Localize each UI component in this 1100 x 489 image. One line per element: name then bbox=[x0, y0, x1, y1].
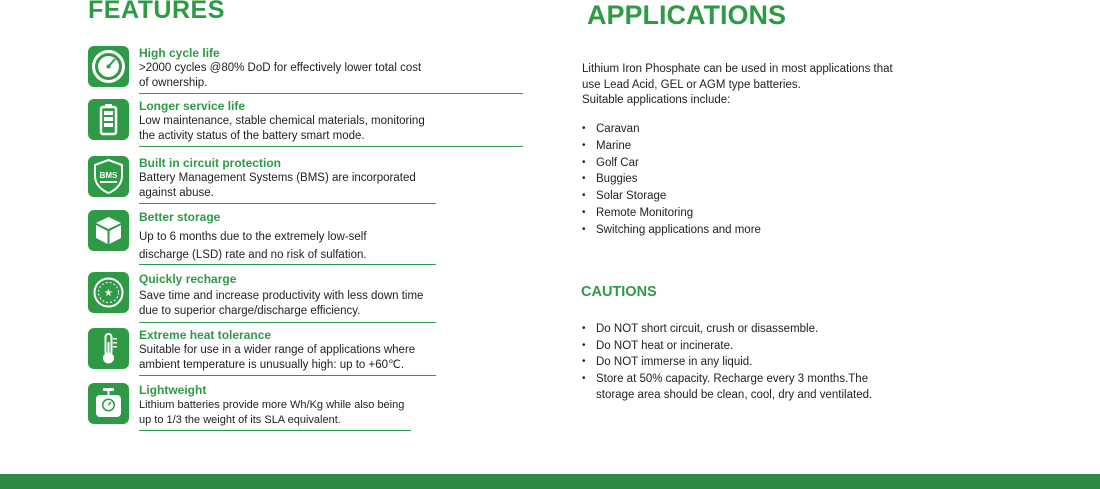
feature-title: High cycle life bbox=[139, 46, 220, 60]
feature-lightweight bbox=[88, 383, 448, 433]
feature-longer-service-life bbox=[88, 99, 448, 149]
list-item: • Do NOT heat or incinerate. bbox=[582, 338, 872, 355]
feature-title: Quickly recharge bbox=[139, 272, 237, 286]
feature-description: >2000 cycles @80% DoD for effectively lower total cost of ownership. bbox=[139, 62, 422, 89]
feature-divider bbox=[139, 375, 436, 376]
thermometer-icon bbox=[88, 328, 129, 369]
battery-icon bbox=[88, 99, 129, 140]
bms-shield-icon bbox=[88, 156, 129, 197]
list-item-continuation: storage area should be clean, cool, dry and ventilated. bbox=[596, 389, 873, 401]
list-item: • Switching applications and more bbox=[582, 222, 761, 239]
gauge-icon bbox=[88, 46, 129, 87]
feature-title: Longer service life bbox=[139, 99, 246, 113]
feature-title: Built in circuit protection bbox=[139, 156, 282, 170]
footer-bar bbox=[0, 474, 1100, 489]
list-item: • Store at 50% capacity. Recharge every 3 months.The storage area should be clean, cool, dry and ventilated. bbox=[582, 371, 872, 404]
feature-description: Up to 6 months due to the extremely low-self discharge (LSD) rate and no risk of sulfation. bbox=[139, 231, 367, 261]
list-item: • Do NOT short circuit, crush or disassemble. bbox=[582, 321, 872, 338]
list-item: • Golf Car bbox=[582, 155, 761, 172]
feature-divider bbox=[139, 430, 411, 431]
applications-heading: APPLICATIONS bbox=[587, 0, 787, 30]
feature-better-storage bbox=[88, 210, 448, 266]
feature-description: Suitable for use in a wider range of applications where ambient temperature is unusually high: up to +60℃. bbox=[139, 344, 416, 371]
feature-divider bbox=[139, 264, 436, 265]
box-icon bbox=[88, 210, 129, 251]
feature-description: Save time and increase productivity with less down time due to superior charge/discharge efficiency. bbox=[139, 290, 424, 317]
features-heading: FEATURES bbox=[88, 0, 225, 24]
svg-text:★: ★ bbox=[104, 288, 113, 299]
quick-charge-seal-icon bbox=[88, 272, 129, 313]
list-item: • Remote Monitoring bbox=[582, 205, 761, 222]
feature-description: Lithium batteries provide more Wh/Kg while also being up to 1/3 the weight of its SLA equivalent. bbox=[139, 399, 405, 426]
feature-quickly-recharge bbox=[88, 272, 448, 322]
feature-title: Better storage bbox=[139, 210, 221, 224]
scale-icon bbox=[88, 383, 129, 424]
feature-extreme-heat-tolerance bbox=[88, 328, 448, 378]
feature-description: Low maintenance, stable chemical materials, monitoring the activity status of the battery smart mode. bbox=[139, 115, 425, 142]
feature-divider bbox=[139, 322, 436, 323]
applications-list bbox=[582, 121, 761, 239]
feature-built-in-circuit-protection bbox=[88, 156, 448, 206]
feature-divider bbox=[139, 146, 523, 147]
cautions-heading: CAUTIONS bbox=[581, 284, 657, 300]
list-item: • Caravan bbox=[582, 121, 761, 138]
feature-title: Lightweight bbox=[139, 383, 207, 397]
feature-divider bbox=[139, 203, 436, 204]
cautions-list bbox=[582, 321, 872, 404]
feature-high-cycle-life bbox=[88, 46, 448, 96]
list-item: • Solar Storage bbox=[582, 188, 761, 205]
feature-divider bbox=[139, 93, 523, 94]
list-item: • Marine bbox=[582, 138, 761, 155]
list-item: • Buggies bbox=[582, 171, 761, 188]
applications-intro: Lithium Iron Phosphate can be used in most applications that use Lead Acid, GEL or AGM type batteries. Suitable applications include: bbox=[582, 63, 893, 106]
feature-title: Extreme heat tolerance bbox=[139, 328, 272, 342]
list-item: • Do NOT immerse in any liquid. bbox=[582, 354, 872, 371]
feature-description: Battery Management Systems (BMS) are incorporated against abuse. bbox=[139, 172, 416, 199]
bms-label: BMS bbox=[99, 171, 118, 180]
